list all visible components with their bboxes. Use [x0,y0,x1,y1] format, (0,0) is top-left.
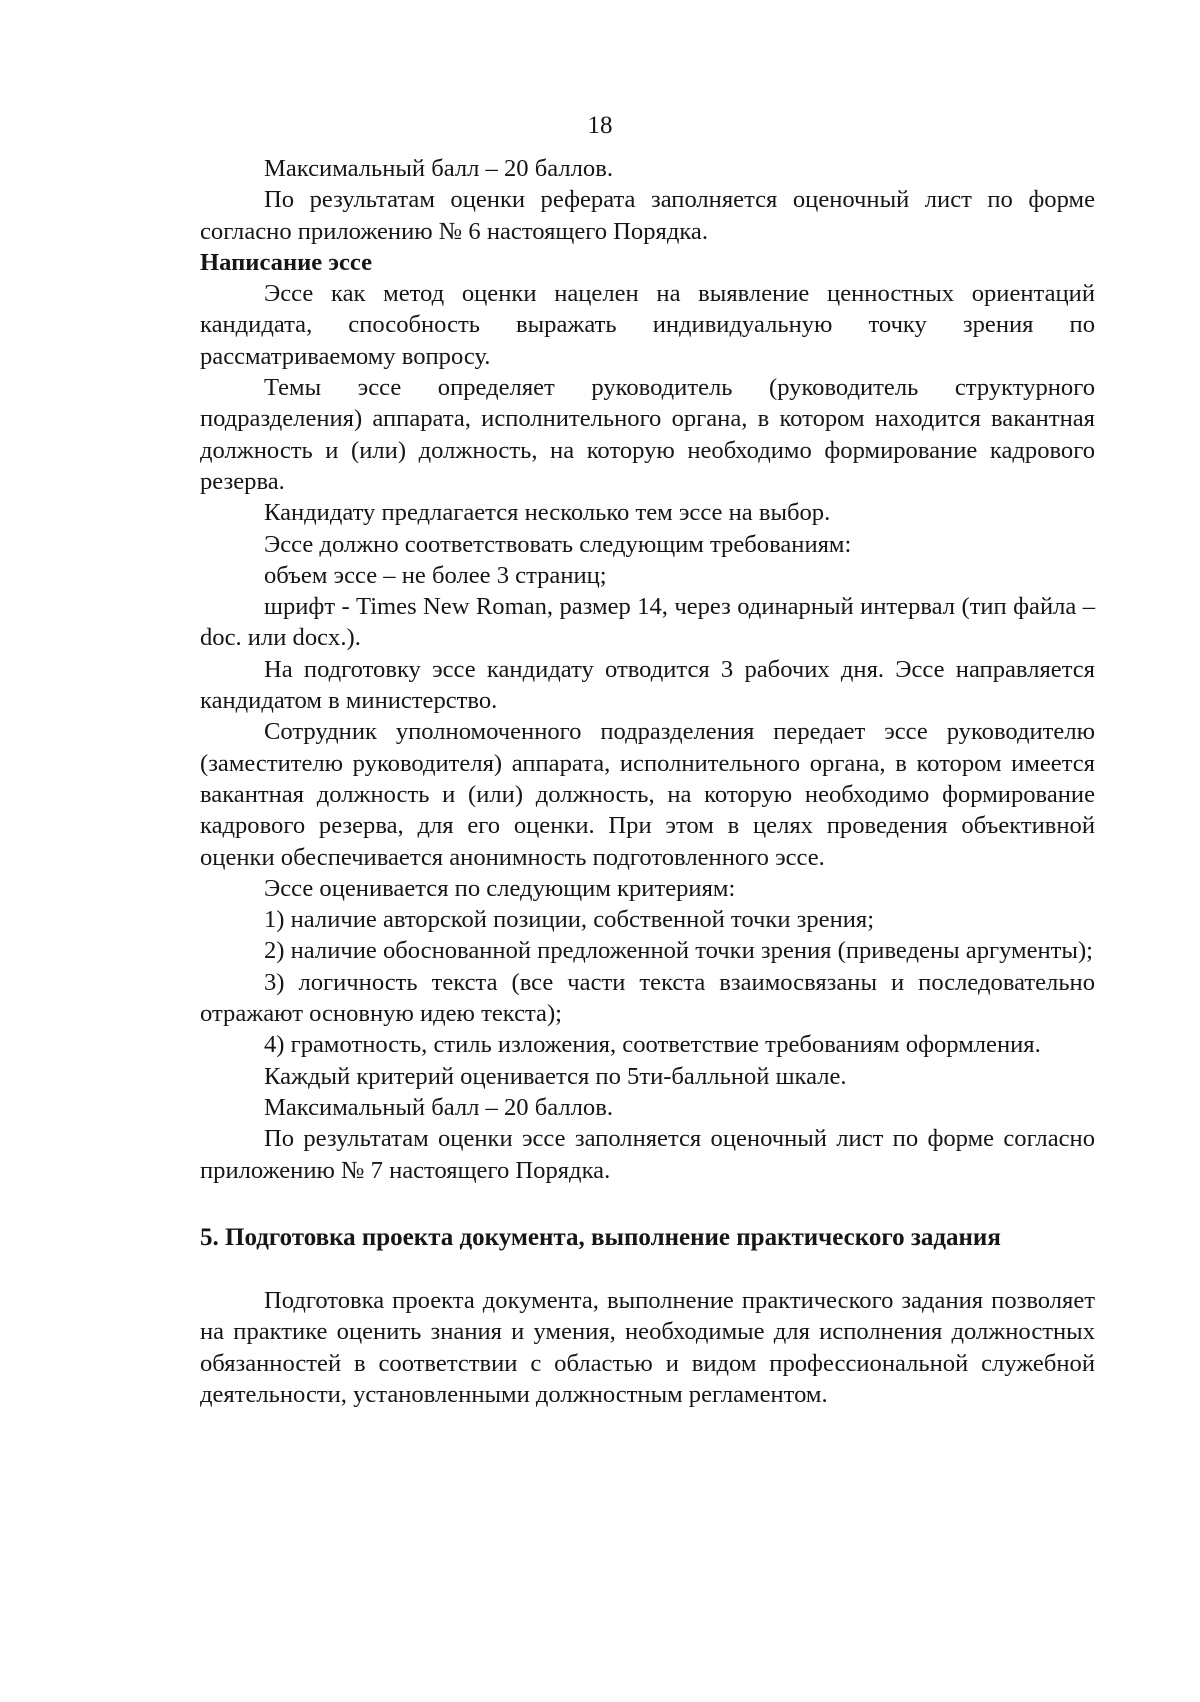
list-item-criterion-1: 1) наличие авторской позиции, собственной точки зрения; [264,906,875,934]
paragraph-scale: Каждый критерий оценивается по 5ти-балльной шкале. [264,1062,847,1090]
document-body [200,153,1095,1410]
paragraph-requirement-font: шрифт - Times New Roman, размер 14, через одинарный интервал (тип файла – doc. или docx.). [200,593,1095,652]
paragraph-essay-method: Эссе как метод оценки нацелен на выявление ценностных ориентаций кандидата, способность выражать индивидуальную точку зрения по рассматриваемому вопросу. [200,280,1095,370]
list-item-criterion-4: 4) грамотность, стиль изложения, соответствие требованиям оформления. [264,1031,1041,1059]
paragraph-referat-evaluation-sheet: По результатам оценки реферата заполняется оценочный лист по форме согласно приложению № 6 настоящего Порядка. [200,186,1095,245]
page-number: 18 [587,112,613,139]
paragraph-essay-transfer: Сотрудник уполномоченного подразделения передает эссе руководителю (заместителю руководителя) аппарата, исполнительного органа, в котором имеется вакантная должность и (или) должность, на которую необходимо формирование кадрового резерва, для его оценки. При этом в целях проведения объективной оценки обеспечивается анонимность подготовленного эссе. [200,718,1095,871]
paragraph-max-score-referat: Максимальный балл – 20 баллов. [264,155,613,182]
paragraph-requirement-volume: объем эссе – не более 3 страниц; [264,561,607,589]
paragraph-essay-topics: Темы эссе определяет руководитель (руководитель структурного подразделения) аппарата, исполнительного органа, в котором находится вакантная должность и (или) должность, на которую необходимо формирование кадрового резерва. [200,374,1095,495]
paragraph-essay-evaluation-sheet: По результатам оценки эссе заполняется оценочный лист по форме согласно приложению № 7 настоящего Порядка. [200,1125,1095,1184]
list-item-criterion-2: 2) наличие обоснованной предложенной точки зрения (приведены аргументы); [264,937,1093,965]
paragraph-preparation-time: На подготовку эссе кандидату отводится 3 рабочих дня. Эссе направляется кандидатом в министерство. [200,655,1095,715]
paragraph-practical-task: Подготовка проекта документа, выполнение практического задания позволяет на практике оценить знания и умения, необходимые для исполнения должностных обязанностей в соответствии с областью и видом профессиональной служебной деятельности, установленными должностным регламентом. [200,1287,1095,1408]
subheading-essay: Написание эссе [200,248,373,276]
paragraph-requirements-intro: Эссе должно соответствовать следующим требованиям: [264,530,852,558]
paragraph-topics-choice: Кандидату предлагается несколько тем эссе на выбор. [264,499,831,527]
paragraph-criteria-intro: Эссе оценивается по следующим критериям: [264,874,736,902]
list-item-criterion-3: 3) логичность текста (все части текста взаимосвязаны и последовательно отражают основную идею текста); [200,968,1095,1028]
section-title: 5. Подготовка проекта документа, выполнение практического задания [200,1223,1001,1251]
paragraph-max-score-essay: Максимальный балл – 20 баллов. [264,1093,613,1121]
